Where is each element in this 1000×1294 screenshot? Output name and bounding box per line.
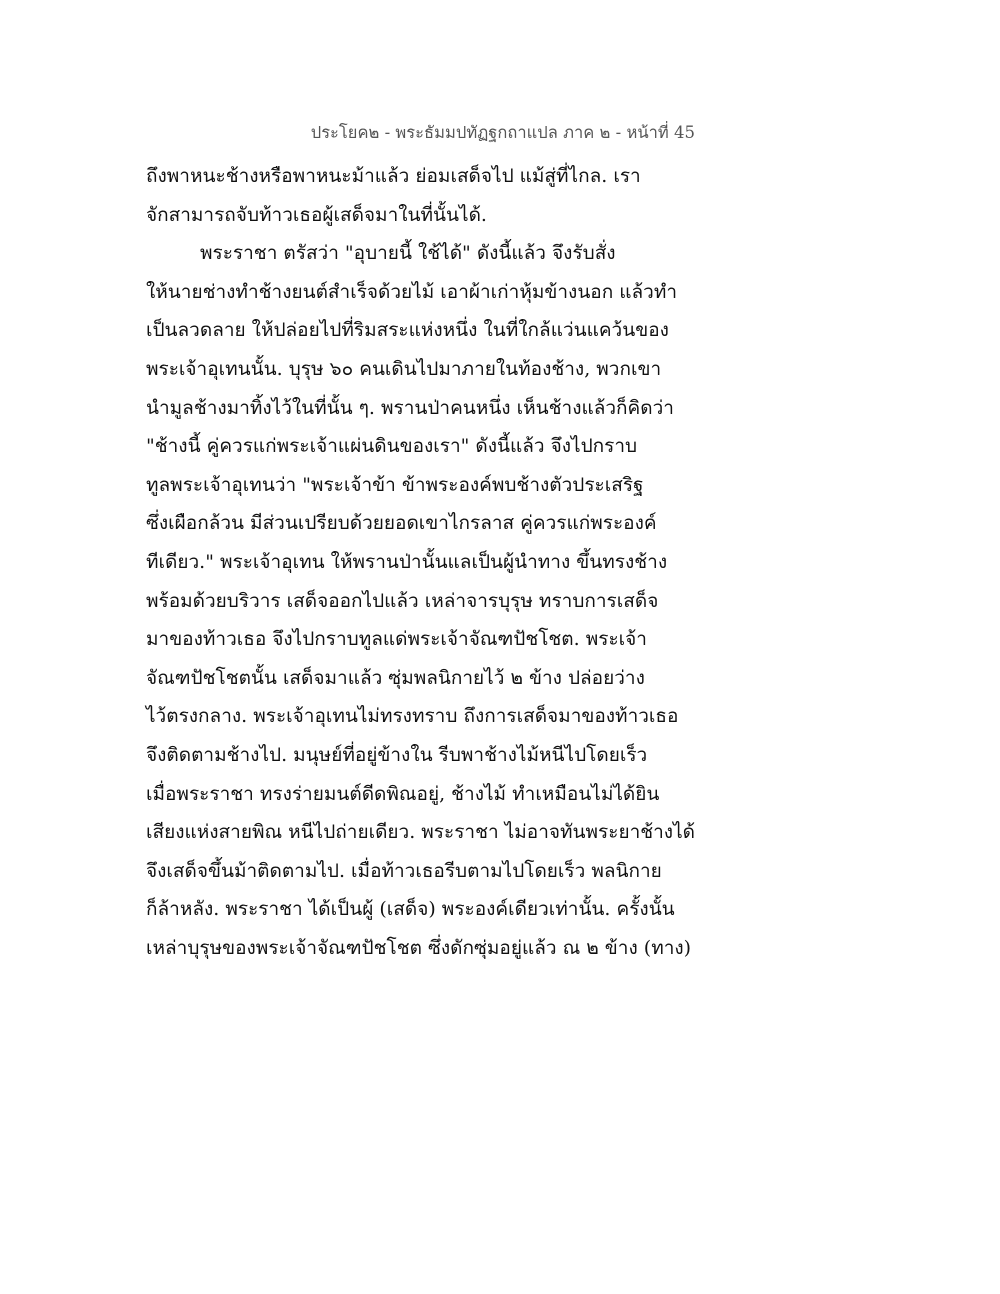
- text-line: พระเจ้าอุเทนนั้น. บุรุษ ๖๐ คนเดินไปมาภายในท้องช้าง, พวกเขา: [146, 357, 662, 380]
- running-header: ประโยค๒ - พระธัมมปทัฏฐกถาแปล ภาค ๒ - หน้าที่ 45: [310, 123, 695, 142]
- text-line: เสียงแห่งสายพิณ หนีไปถ่ายเดียว. พระราชา ไม่อาจทันพระยาช้างได้: [146, 821, 695, 844]
- text-line: "ช้างนี้ คู่ควรแก่พระเจ้าแผ่นดินของเรา" ดังนี้แล้ว จึงไปกราบ: [146, 435, 638, 458]
- text-line: จักสามารถจับท้าวเธอผู้เสด็จมาในที่นั้นได้.: [146, 203, 487, 226]
- text-line: นำมูลช้างมาทิ้งไว้ในที่นั้น ๆ. พรานป่าคนหนึ่ง เห็นช้างแล้วก็คิดว่า: [146, 396, 674, 419]
- text-line: ทูลพระเจ้าอุเทนว่า "พระเจ้าข้า ข้าพระองค์พบช้างตัวประเสริฐ: [146, 473, 644, 496]
- text-line: ก็ล้าหลัง. พระราชา ได้เป็นผู้ (เสด็จ) พระองค์เดียวเท่านั้น. ครั้งนั้น: [146, 898, 675, 921]
- text-line: ทีเดียว." พระเจ้าอุเทน ให้พรานป่านั้นแลเป็นผู้นำทาง ขึ้นทรงช้าง: [146, 550, 668, 573]
- text-line: ซึ่งเผือกล้วน มีส่วนเปรียบด้วยยอดเขาไกรลาส คู่ควรแก่พระองค์: [146, 512, 657, 535]
- text-line: พร้อมด้วยบริวาร เสด็จออกไปแล้ว เหล่าจารบุรุษ ทราบการเสด็จ: [146, 589, 659, 612]
- text-line: จึงเสด็จขึ้นม้าติดตามไป. เมื่อท้าวเธอรีบตามไปโดยเร็ว พลนิกาย: [146, 859, 662, 882]
- text-line: เหล่าบุรุษของพระเจ้าจัณฑปัชโชต ซึ่งดักซุ่มอยู่แล้ว ณ ๒ ข้าง (ทาง): [146, 936, 692, 959]
- text-line: ถึงพาหนะช้างหรือพาหนะม้าแล้ว ย่อมเสด็จไป แม้สู่ที่ไกล. เรา: [146, 165, 641, 187]
- body-text: [146, 157, 706, 967]
- text-line: จึงติดตามช้างไป. มนุษย์ที่อยู่ข้างใน รีบพาช้างไม้หนีไปโดยเร็ว: [146, 743, 648, 766]
- text-line: เมื่อพระราชา ทรงร่ายมนต์ดีดพิณอยู่, ช้างไม้ ทำเหมือนไม่ได้ยิน: [146, 782, 660, 805]
- paragraph-start-line: พระราชา ตรัสว่า "อุบายนี้ ใช้ได้" ดังนี้แล้ว จึงรับสั่ง: [200, 242, 616, 265]
- text-line: เป็นลวดลาย ให้ปล่อยไปที่ริมสระแห่งหนึ่ง ในที่ใกล้แว่นแคว้นของ: [146, 319, 669, 342]
- text-line: ให้นายช่างทำช้างยนต์สำเร็จด้วยไม้ เอาผ้าเก่าหุ้มข้างนอก แล้วทำ: [146, 280, 678, 303]
- text-line: ไว้ตรงกลาง. พระเจ้าอุเทนไม่ทรงทราบ ถึงการเสด็จมาของท้าวเธอ: [146, 705, 679, 728]
- text-line: มาของท้าวเธอ จึงไปกราบทูลแด่พระเจ้าจัณฑปัชโชต. พระเจ้า: [146, 628, 647, 651]
- text-line: จัณฑปัชโชตนั้น เสด็จมาแล้ว ซุ่มพลนิกายไว้ ๒ ข้าง ปล่อยว่าง: [146, 666, 645, 689]
